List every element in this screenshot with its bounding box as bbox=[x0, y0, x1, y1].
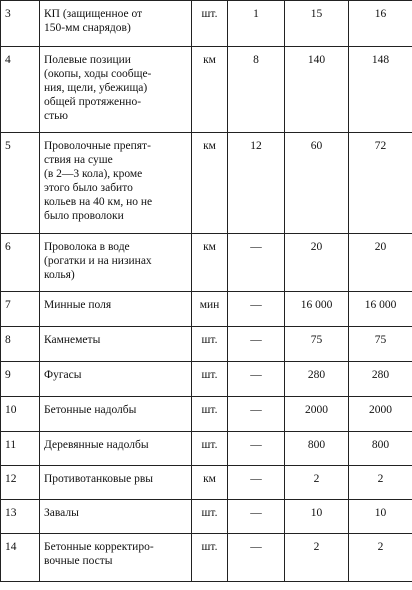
row-name: Деревянные надолбы bbox=[40, 432, 192, 466]
row-value-2: 2000 bbox=[285, 397, 349, 432]
row-value-1: 12 bbox=[228, 133, 285, 234]
row-number: 11 bbox=[1, 432, 40, 466]
row-value-3: 2000 bbox=[349, 397, 412, 432]
row-value-2: 20 bbox=[285, 234, 349, 292]
row-number: 4 bbox=[1, 47, 40, 133]
row-value-2: 16 000 bbox=[285, 292, 349, 327]
row-value-3: 10 bbox=[349, 500, 412, 534]
row-number: 3 bbox=[1, 1, 40, 47]
table-row bbox=[1, 133, 412, 234]
row-value-3: 16 000 bbox=[349, 292, 412, 327]
table-row bbox=[1, 466, 412, 500]
row-value-1: — bbox=[228, 327, 285, 362]
row-value-1: 1 bbox=[228, 1, 285, 47]
row-value-3: 2 bbox=[349, 466, 412, 500]
row-value-1: — bbox=[228, 466, 285, 500]
row-number: 9 bbox=[1, 362, 40, 397]
row-name: Минные поля bbox=[40, 292, 192, 327]
row-value-1: — bbox=[228, 362, 285, 397]
row-value-3: 16 bbox=[349, 1, 412, 47]
row-name: Бетонные корректиро- вочные посты bbox=[40, 534, 192, 582]
row-value-2: 280 bbox=[285, 362, 349, 397]
row-value-2: 60 bbox=[285, 133, 349, 234]
row-value-1: — bbox=[228, 500, 285, 534]
row-number: 14 bbox=[1, 534, 40, 582]
row-name: Проволочные препят- ствия на суше (в 2—3 кола), кроме этого было забито кольев на 40 км, но не было проволоки bbox=[40, 133, 192, 234]
row-name: Завалы bbox=[40, 500, 192, 534]
row-value-3: 75 bbox=[349, 327, 412, 362]
table-row bbox=[1, 534, 412, 582]
row-number: 8 bbox=[1, 327, 40, 362]
row-value-2: 15 bbox=[285, 1, 349, 47]
row-value-1: — bbox=[228, 397, 285, 432]
row-value-3: 72 bbox=[349, 133, 412, 234]
row-value-2: 75 bbox=[285, 327, 349, 362]
table-row bbox=[1, 362, 412, 397]
table-row bbox=[1, 234, 412, 292]
row-name: Противотанковые рвы bbox=[40, 466, 192, 500]
table-row bbox=[1, 327, 412, 362]
table-row bbox=[1, 432, 412, 466]
row-value-1: — bbox=[228, 292, 285, 327]
table-row bbox=[1, 47, 412, 133]
row-value-2: 140 bbox=[285, 47, 349, 133]
row-name: Бетонные надолбы bbox=[40, 397, 192, 432]
row-value-3: 20 bbox=[349, 234, 412, 292]
row-number: 10 bbox=[1, 397, 40, 432]
row-number: 5 bbox=[1, 133, 40, 234]
row-number: 13 bbox=[1, 500, 40, 534]
row-unit: км bbox=[192, 47, 228, 133]
row-unit: шт. bbox=[192, 500, 228, 534]
row-unit: шт. bbox=[192, 362, 228, 397]
row-unit: км bbox=[192, 133, 228, 234]
row-unit: км bbox=[192, 466, 228, 500]
row-unit: шт. bbox=[192, 432, 228, 466]
row-value-1: — bbox=[228, 432, 285, 466]
row-name: Проволока в воде (рогатки и на низинах колья) bbox=[40, 234, 192, 292]
row-unit: шт. bbox=[192, 397, 228, 432]
row-value-3: 148 bbox=[349, 47, 412, 133]
row-value-3: 2 bbox=[349, 534, 412, 582]
row-value-3: 800 bbox=[349, 432, 412, 466]
row-name: КП (защищенное от 150-мм снарядов) bbox=[40, 1, 192, 47]
table-row bbox=[1, 500, 412, 534]
row-name: Полевые позиции (окопы, ходы сообще- ния, щели, убежища) общей протяженно- стью bbox=[40, 47, 192, 133]
row-value-2: 2 bbox=[285, 466, 349, 500]
row-unit: км bbox=[192, 234, 228, 292]
table-row bbox=[1, 397, 412, 432]
row-number: 6 bbox=[1, 234, 40, 292]
row-value-2: 800 bbox=[285, 432, 349, 466]
table-body bbox=[1, 1, 412, 582]
row-unit: мин bbox=[192, 292, 228, 327]
row-value-2: 2 bbox=[285, 534, 349, 582]
row-number: 12 bbox=[1, 466, 40, 500]
row-value-2: 10 bbox=[285, 500, 349, 534]
row-name: Фугасы bbox=[40, 362, 192, 397]
row-value-1: 8 bbox=[228, 47, 285, 133]
row-value-3: 280 bbox=[349, 362, 412, 397]
row-value-1: — bbox=[228, 534, 285, 582]
row-value-1: — bbox=[228, 234, 285, 292]
row-number: 7 bbox=[1, 292, 40, 327]
row-unit: шт. bbox=[192, 327, 228, 362]
row-unit: шт. bbox=[192, 534, 228, 582]
table-row bbox=[1, 292, 412, 327]
row-unit: шт. bbox=[192, 1, 228, 47]
row-name: Камнеметы bbox=[40, 327, 192, 362]
table-row bbox=[1, 1, 412, 47]
